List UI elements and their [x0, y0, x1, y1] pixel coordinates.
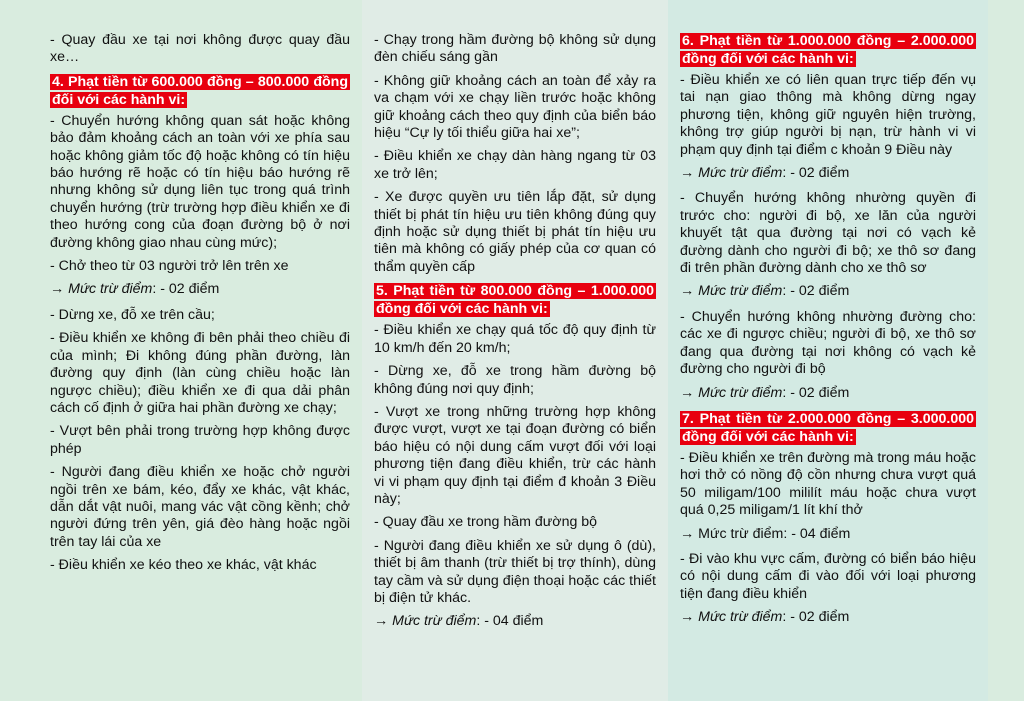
point-deduction	[680, 609, 976, 626]
violation-item: - Điều khiển xe có liên quan trực tiếp đến vụ tai nạn giao thông mà không dừng ngay phương tiện, không giữ nguyên hiện trường, không trợ giúp người bị nạn, trừ hành vi vi phạm quy định tại điểm c khoản 9 Điều này	[680, 72, 976, 158]
point-deduction	[680, 283, 976, 300]
column-right	[668, 0, 988, 701]
point-deduction-value: : - 02 điểm	[782, 283, 850, 300]
point-deduction-label: Mức trừ điểm	[68, 281, 153, 298]
violation-item: - Xe được quyền ưu tiên lắp đặt, sử dụng thiết bị phát tín hiệu ưu tiên không đúng quy định hoặc sử dụng thiết bị phát tín hiệu ưu tiên mà không có giấy phép của cơ quan có thẩm quyền cấp	[374, 189, 656, 275]
point-deduction-value: : - 02 điểm	[782, 384, 850, 401]
section-heading-text: 6. Phạt tiền từ 1.000.000 đồng – 2.000.000 đồng đối với các hành vi:	[682, 33, 974, 67]
point-deduction-label: Mức trừ điểm	[698, 384, 783, 401]
violation-item: - Dừng xe, đỗ xe trên cầu;	[50, 306, 215, 323]
point-deduction-label: Mức trừ điểm	[392, 613, 477, 630]
point-deduction-label: Mức trừ điểm	[698, 165, 783, 182]
violation-item: - Chạy trong hầm đường bộ không sử dụng đèn chiếu sáng gần	[374, 32, 656, 66]
violation-item: - Điều khiển xe trên đường mà trong máu hoặc hơi thở có nồng độ cồn nhưng chưa vượt quá 50 miligam/100 mililít máu hoặc chưa vượt quá 0,25 miligam/1 lít khí thở	[680, 449, 976, 519]
section-heading-6	[680, 32, 976, 68]
violation-item: - Điều khiển xe chạy dàn hàng ngang từ 03 xe trở lên;	[374, 148, 656, 182]
arrow-right-icon: →	[680, 283, 695, 300]
violation-item: - Đi vào khu vực cấm, đường có biển báo hiệu có nội dung cấm đi vào đối với loại phương tiện đang điều khiển	[680, 550, 976, 602]
violation-item: - Quay đầu xe trong hầm đường bộ	[374, 514, 598, 531]
point-deduction	[374, 613, 656, 630]
violation-item: - Không giữ khoảng cách an toàn để xảy ra va chạm với xe chạy liền trước hoặc không giữ khoảng cách theo quy định của biển báo hiệu “Cự ly tối thiểu giữa hai xe”;	[374, 72, 656, 142]
violation-item: - Chuyển hướng không nhường quyền đi trước cho: người đi bộ, xe lăn của người khuyết tật qua đường tại nơi có vạch kẻ đường dành cho người đi bộ; xe thô sơ đang đi trên phần đường dành cho xe thô sơ	[680, 190, 976, 277]
point-deduction	[680, 165, 976, 182]
point-deduction-label: Mức trừ điểm	[698, 283, 783, 300]
violation-item: - Điều khiển xe kéo theo xe khác, vật khác	[50, 557, 317, 574]
section-heading-5	[374, 282, 656, 318]
section-heading-4	[50, 73, 350, 109]
point-deduction-text: Mức trừ điểm: - 04 điểm	[698, 525, 851, 542]
point-deduction	[680, 385, 976, 402]
violation-item: - Dừng xe, đỗ xe trong hầm đường bộ không đúng nơi quy định;	[374, 363, 656, 397]
violation-item: - Chuyển hướng không nhường đường cho: các xe đi ngược chiều; người đi bộ, xe thô sơ đang qua đường tại nơi không có vạch kẻ đường cho người đi bộ	[680, 308, 976, 378]
point-deduction-value: : - 02 điểm	[782, 165, 850, 182]
violation-item: - Người đang điều khiển xe sử dụng ô (dù), thiết bị âm thanh (trừ thiết bị trợ thính), dùng tay cầm và sử dụng điện thoại hoặc các thiết bị điện tử khác.	[374, 537, 656, 606]
section-heading-text: 5. Phạt tiền từ 800.000 đồng – 1.000.000 đồng đối với các hành vi:	[376, 283, 654, 318]
violation-item: - Vượt xe trong những trường hợp không được vượt, vượt xe tại đoạn đường có biển báo hiệu có nội dung cấm vượt đối với loại phương tiện đang điều khiển, trừ các hành vi vi phạm quy định tại điểm đ khoản 3 Điều này;	[374, 403, 656, 507]
arrow-right-icon: →	[680, 384, 695, 401]
violation-item: - Quay đầu xe tại nơi không được quay đầu xe…	[50, 32, 350, 66]
point-deduction-label: Mức trừ điểm	[698, 609, 783, 626]
point-deduction	[50, 281, 350, 298]
violation-item: - Điều khiển xe chạy quá tốc độ quy định từ 10 km/h đến 20 km/h;	[374, 322, 656, 356]
arrow-right-icon: →	[680, 609, 695, 626]
point-deduction-value: : - 02 điểm	[782, 609, 850, 626]
violation-item: - Điều khiển xe không đi bên phải theo chiều đi của mình; Đi không đúng phần đường, làn đường quy định (làn cùng chiều hoặc làn ngược chiều); điều khiển xe đi qua dải phân cách cố định ở giữa hai phần đường xe chạy;	[50, 330, 350, 416]
column-left	[38, 0, 362, 701]
violation-item: - Chuyển hướng không quan sát hoặc không bảo đảm khoảng cách an toàn với xe phía sau hoặc không giảm tốc độ hoặc không có tín hiệu báo hướng rẽ hoặc có tín hiệu báo hướng rẽ nhưng không sử dụng liên tục trong quá trình chuyển hướng (trừ trường hợp điều khiển xe đi theo hướng cong của đoạn đường bộ ở nơi đường không giao nhau cùng mức);	[50, 112, 350, 251]
column-middle	[362, 0, 668, 701]
arrow-right-icon: →	[374, 613, 389, 630]
violation-item: - Người đang điều khiển xe hoặc chở người ngồi trên xe bám, kéo, đẩy xe khác, vật khác, dẫn dắt vật nuôi, mang vác vật cồng kềnh; chở người đứng trên yên, giá đèo hàng hoặc ngồi trên tay lái của xe	[50, 464, 350, 550]
point-deduction-value: : - 02 điểm	[152, 281, 220, 298]
arrow-right-icon: →	[680, 165, 695, 182]
arrow-right-icon: →	[680, 525, 695, 542]
section-heading-text: 4. Phạt tiền từ 600.000 đồng – 800.000 đồng đối với các hành vi:	[52, 73, 348, 108]
section-heading-text: 7. Phạt tiền từ 2.000.000 đồng – 3.000.000 đồng đối với các hành vi:	[682, 410, 974, 445]
violation-item: - Chở theo từ 03 người trở lên trên xe	[50, 258, 289, 275]
arrow-right-icon: →	[50, 281, 65, 298]
violation-item: - Vượt bên phải trong trường hợp không được phép	[50, 423, 350, 457]
point-deduction-value: : - 04 điểm	[476, 613, 544, 630]
section-heading-7	[680, 410, 976, 446]
point-deduction	[680, 526, 976, 543]
